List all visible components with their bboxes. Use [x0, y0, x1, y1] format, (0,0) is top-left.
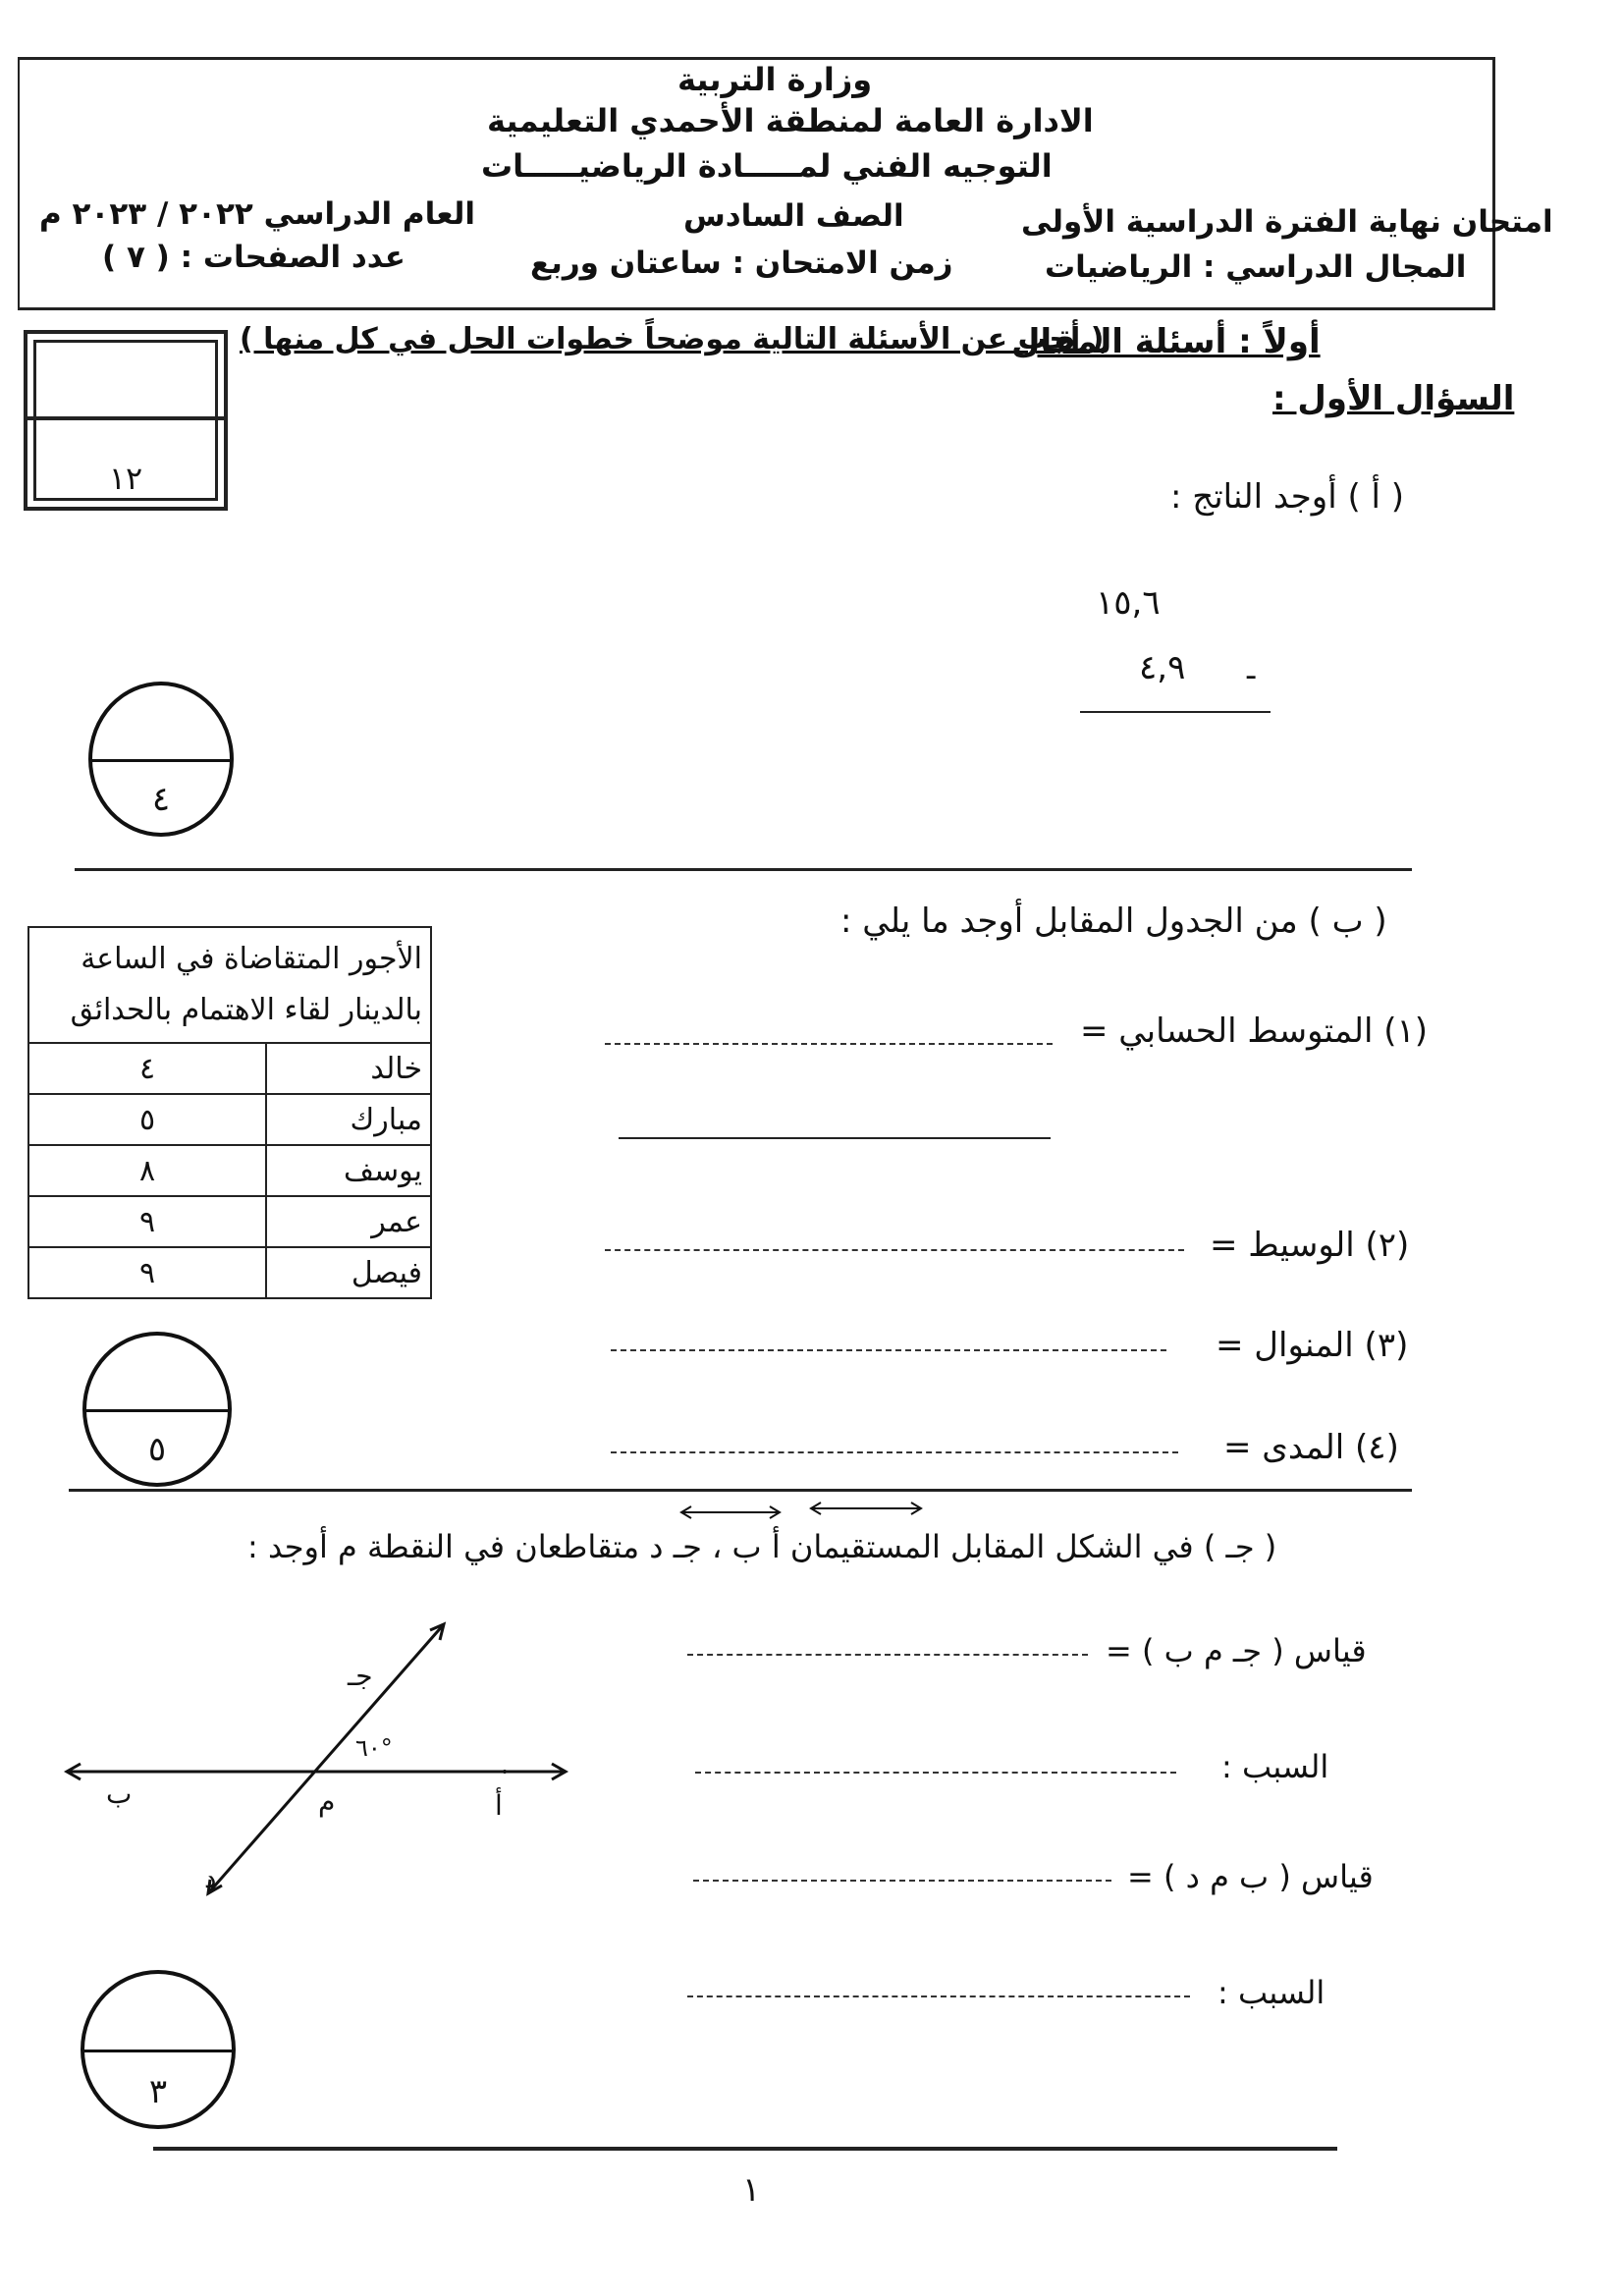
part-c-q2: قياس ( ب م د ) =: [1127, 1858, 1374, 1895]
part-b-item-4: (٤) المدى =: [1223, 1428, 1399, 1467]
part-b-answer-line-1[interactable]: [605, 1043, 1053, 1045]
part-b-item-3: (٣) المنوال =: [1216, 1326, 1409, 1365]
page-count: عدد الصفحات : ( ٧ ): [102, 240, 406, 275]
part-b-score-circle: [82, 1332, 232, 1487]
grade: الصف السادس: [683, 198, 904, 234]
table-cell-value: ٩: [28, 1247, 266, 1298]
part-c-score-circle: [81, 1970, 236, 2129]
part-a-score: ٤: [151, 780, 171, 819]
figure-label-d: د: [204, 1862, 217, 1894]
separator-2: [69, 1489, 1412, 1492]
total-score-box: [24, 330, 228, 511]
part-b-answer-line-1b[interactable]: [619, 1137, 1051, 1139]
part-c-prompt: ( جـ ) في الشكل المقابل المستقيمان أ ب ، جـ د متقاطعان في النقطة م أوجد :: [247, 1528, 1277, 1565]
part-c-reason-line-2[interactable]: [687, 1995, 1190, 1997]
question-title: السؤال الأول :: [1272, 379, 1515, 418]
part-b-answer-line-3[interactable]: [611, 1349, 1166, 1351]
directorate: الادارة العامة لمنطقة الأحمدي التعليمية: [487, 102, 1094, 139]
subject: المجال الدراسي : الرياضيات: [1045, 249, 1467, 285]
exam-title: امتحان نهاية الفترة الدراسية الأولى: [1021, 204, 1553, 240]
part-a-operator: -: [1245, 656, 1258, 695]
total-score: ١٢: [108, 460, 143, 497]
table-cell-value: ٨: [28, 1145, 266, 1196]
academic-year: العام الدراسي ٢٠٢٢ / ٢٠٢٣ م: [39, 196, 476, 232]
separator-1: [75, 868, 1412, 871]
part-b-answer-line-2[interactable]: [605, 1249, 1184, 1251]
part-a-result-line: [1080, 711, 1271, 713]
intersecting-lines-figure: [59, 1611, 589, 1905]
part-c-score: ٣: [148, 2072, 168, 2111]
page-number: ١: [742, 2170, 761, 2210]
table-cell-name: عمر: [266, 1196, 431, 1247]
wages-table-header: الأجور المتقاضاة في الساعة بالدينار لقاء الاهتمام بالحدائق: [28, 927, 431, 1043]
part-c-reason-2: السبب :: [1217, 1974, 1325, 2011]
part-c-reason-line-1[interactable]: [695, 1772, 1176, 1774]
table-row: [28, 1043, 431, 1094]
table-cell-name: فيصل: [266, 1247, 431, 1298]
table-cell-value: ٩: [28, 1196, 266, 1247]
ministry: وزارة التربية: [677, 61, 873, 98]
part-a-prompt: ( أ ) أوجد الناتج :: [1170, 477, 1405, 517]
section-instruction: ( أجب عن الأسئلة التالية موضحاً خطوات الحل في كل منها ): [240, 322, 1105, 356]
line-arrows: [677, 1499, 933, 1528]
figure-label-angle: ٦٠°: [355, 1734, 393, 1762]
part-b-score: ٥: [147, 1430, 167, 1469]
table-cell-name: خالد: [266, 1043, 431, 1094]
supervision: التوجيه الفني لمـــــادة الرياضيـــــات: [481, 147, 1053, 185]
figure-label-m: م: [318, 1785, 336, 1818]
part-c-reason-1: السبب :: [1221, 1748, 1329, 1785]
part-a-score-circle: [88, 682, 234, 837]
table-row: [28, 1247, 431, 1298]
table-cell-value: ٥: [28, 1094, 266, 1145]
part-c-answer-line-2[interactable]: [693, 1880, 1111, 1882]
figure-label-j: جـ: [348, 1660, 373, 1692]
table-cell-name: مبارك: [266, 1094, 431, 1145]
wages-table: [27, 926, 432, 1299]
part-a-bottom-number: ٤,٩: [1139, 648, 1186, 687]
duration: زمن الامتحان : ساعتان وربع: [530, 246, 953, 281]
part-b-prompt: ( ب ) من الجدول المقابل أوجد ما يلي :: [840, 902, 1387, 941]
part-b-item-2: (٢) الوسيط =: [1210, 1226, 1410, 1265]
table-row: [28, 1145, 431, 1196]
separator-3: [153, 2147, 1337, 2151]
table-row: [28, 1094, 431, 1145]
figure-label-b: ب: [106, 1777, 133, 1810]
table-cell-name: يوسف: [266, 1145, 431, 1196]
part-c-q1: قياس ( جـ م ب ) =: [1106, 1632, 1367, 1669]
part-b-answer-line-4[interactable]: [611, 1451, 1178, 1453]
figure-label-a: أ: [495, 1789, 503, 1822]
section-title: أولاً : أسئلة المقال: [1011, 322, 1321, 361]
part-a-top-number: ١٥,٦: [1096, 583, 1161, 623]
part-b-item-1: (١) المتوسط الحسابي =: [1080, 1011, 1428, 1051]
table-row: [28, 1196, 431, 1247]
table-cell-value: ٤: [28, 1043, 266, 1094]
part-c-answer-line-1[interactable]: [687, 1654, 1088, 1656]
